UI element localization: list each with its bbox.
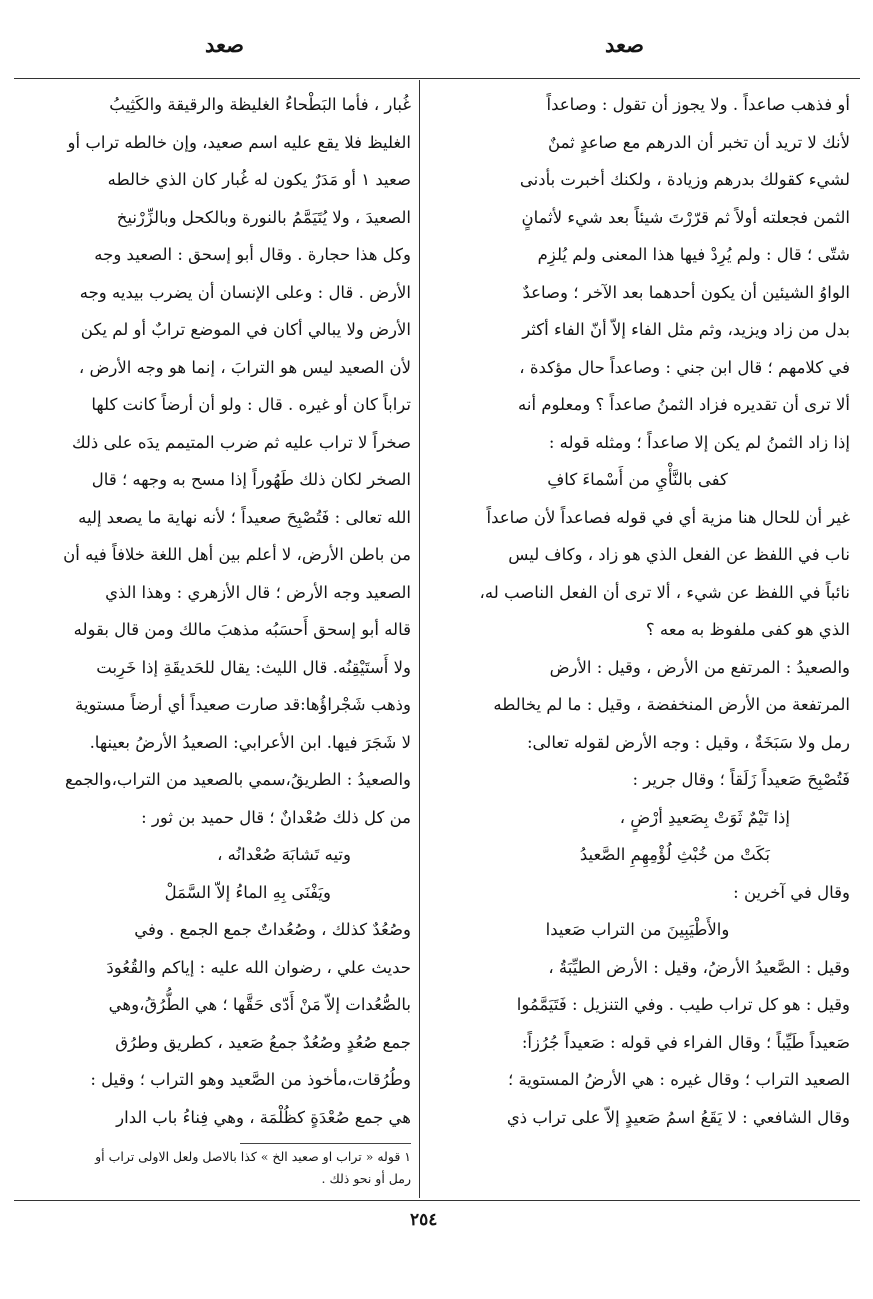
text-line: لأنك لا تريد أن تخبر أن الدرهم مع صاعدٍ ثمنٌ [548, 132, 850, 152]
text-line: بالصُّعُدات إلاّ مَنْ أَدّى حَقَّها ؛ هي الطُّرُقُ،وهي [108, 995, 411, 1014]
verse-line: وتيه تَشابَهَ صُعْدانُه ، [217, 845, 351, 864]
footnote [16, 1146, 411, 1190]
text-line: الغليظ فلا يقع عليه اسم صعيد، وإن خالطه تراب أو [67, 132, 411, 152]
text-line: تراباً كان أو غيره . قال : ولو أن أرضاً كانت كلها [91, 395, 411, 414]
text-line: لا شَجَرَ فيها. ابن الأعرابي: الصعيدُ الأرضُ بعينها. [89, 732, 411, 752]
text-line: رمل ولا سَبَخَةٌ ، وقيل : وجه الأرض لقوله تعالى: [526, 732, 850, 752]
text-line: هي جمع صُعْدَةٍ كظُلْمَة ، وهي فِناءُ باب الدار [116, 1107, 411, 1127]
text-line: شتّى ؛ قال : ولم يُرِدْ فيها هذا المعنى ولم يُلزِم [537, 245, 850, 264]
page-number: ٢٥٤ [410, 1210, 438, 1230]
text-line: أو فذهب صاعداً . ولا يجوز أن تقول : وصاعداً [546, 95, 850, 114]
text-line: من باطن الأرض، لا أعلم بين أهل اللغة خلافاً فيه أن [63, 545, 411, 564]
verse-line: بَكَتْ من خُبْثِ لُؤْمِهِمِ الصَّعيدُ [579, 845, 770, 864]
text-line: وقال الشافعي : لا يَقَعُ اسمُ صَعيدٍ إلاّ على تراب ذي [506, 1107, 850, 1127]
verse-line: إذا تَيْمٌ ثَوَتْ بِصَعيدِ أرْضٍ ، [619, 807, 790, 827]
text-line: لشيء كقولك بدرهم وزيادة ، ولكنك أخبرت بأدنى [519, 170, 850, 189]
header-word-left: صعد [205, 32, 244, 57]
text-line: ألا ترى أن تقديره فزاد الثمنُ صاعداً ؟ ومعلوم أنه [518, 395, 850, 414]
text-line: وقال في آخرين : [733, 882, 850, 902]
verse-line: كفى بالنَّأْيِ من أَسْماءَ كافِ [547, 470, 728, 489]
text-line: بدل من زاد ويزيد، وثم مثل الفاء إلاّ أنّ الفاء أكثر [522, 320, 850, 339]
text-line: الأرض . قال : وعلى الإنسان أن يضرب بيديه وجه [79, 282, 411, 302]
top-rule [14, 78, 860, 79]
text-line: وذهب شَجْراؤُها:قد صارت صعيداً أي أرضاً مستوية [75, 695, 411, 714]
text-line: الثمن فجعلته أولاً ثم قرّرْتَ شيئاً بعد شيء لأثمانٍ [521, 207, 850, 227]
verse-line: ويَفْنَى بِهِ الماءُ إلاّ السَّمَلْ [164, 882, 331, 902]
text-line: الصخر لكان ذلك طَهُوراً إذا مسح به وجهه ؛ قال [91, 470, 411, 489]
text-line: من كل ذلك صُعْدانٌ ؛ قال حميد بن ثور : [141, 807, 411, 827]
header-word-right: صعد [605, 32, 644, 57]
footnote-rule [240, 1143, 411, 1144]
text-line: إذا زاد الثمنُ لم يكن إلا صاعداً ؛ ومثله قوله : [548, 432, 850, 452]
text-line: في كلامهم ؛ قال ابن جني : وصاعداً حال مؤكدة ، [519, 357, 850, 377]
text-line: الذي هو كفى ملفوظ به معه ؟ [645, 620, 850, 639]
text-line: وطُرُقات،مأخوذ من الصَّعيد وهو التراب ؛ وقيل : [90, 1070, 411, 1089]
text-line: فَتُصْبِحَ صَعيداً زَلَقاً ؛ وقال جرير : [632, 770, 850, 789]
text-line: صعيد ١ أو مَدَرٌ يكون له غُبار كان الذي خالطه [107, 170, 411, 189]
text-line: غُبار ، فأما البَطْحاءُ الغليظة والرقيقة والكَثِيبُ [109, 95, 411, 114]
left-column [16, 86, 411, 1136]
text-line: والصعيدُ : الطريقُ،سمي بالصعيد من التراب،والجمع [65, 770, 411, 789]
column-divider [419, 80, 420, 1198]
footnote-line: رمل أو نحو ذلك . [321, 1171, 411, 1186]
right-column [425, 86, 850, 1136]
text-line: ولا أَستَيْقِنُه. قال الليث: يقال للحَديقَةِ إذا خَرِبت [96, 657, 411, 677]
text-line: لأن الصعيد ليس هو الترابَ ، إنما هو وجه الأرض ، [78, 357, 411, 377]
footnote-line: ١ قوله « تراب او صعيد الخ » كذا بالاصل ولعل الاولى تراب أو [95, 1149, 411, 1164]
text-line: المرتفعة من الأرض المنخفضة ، وقيل : ما لم يخالطه [493, 695, 850, 714]
text-line: حديث علي ، رضوان الله عليه : إياكم والقُعُودَ [106, 957, 411, 977]
text-line: وصُعُدٌ كذلك ، وصُعُداتٌ جمع الجمع . وفي [134, 920, 411, 939]
text-line: صخراً لا تراب عليه ثم ضرب المتيمم يدَه على ذلك [72, 432, 411, 452]
text-line: قاله أبو إسحق أَحسَبُه مذهبَ مالك ومن قال بقوله [73, 620, 411, 639]
text-line: وكل هذا حجارة . وقال أبو إسحق : الصعيد وجه [94, 245, 411, 264]
text-line: الصعيد وجه الأرض ؛ قال الأزهري : وهذا الذي [105, 582, 411, 602]
text-line: الأرض ولا يبالي أكان في الموضع ترابٌ أو لم يكن [80, 320, 411, 339]
bottom-rule [14, 1200, 860, 1201]
text-line: صَعيداً طَيِّباً ؛ وقال الفراء في قوله : صَعيداً جُرُزاً: [521, 1032, 850, 1052]
text-line: جمع صُعُدٍ وصُعُدٌ جمعُ صَعيد ، كطريق وطرُق [115, 1032, 411, 1052]
text-line: غير أن للحال هنا مزية أي في قوله فصاعداً لأن صاعداً [486, 507, 850, 527]
text-line: وقيل : هو كل تراب طيب . وفي التنزيل : فَتَيَمَّمُوا [516, 995, 850, 1014]
text-line: ناب في اللفظ عن الفعل الذي هو زاد ، وكاف ليس [508, 545, 850, 564]
verse-line: والأَطْيَبِينَ من التراب صَعيدا [545, 920, 730, 939]
text-line: نائباً في اللفظ عن شيء ، ألا ترى أن الفعل الناصب له، [479, 582, 850, 602]
text-line: الصعيد التراب ؛ وقال غيره : هي الأرضُ المستوية ؛ [508, 1070, 850, 1089]
text-line: الواوُ الشيئين أن يكون أحدهما بعد الآخر ؛ وصاعدٌ [522, 282, 850, 302]
text-line: الصعيدَ ، ولا يُتَيَمَّمُ بالنورة وبالكحل وبالزِّرْنيخ [116, 207, 411, 227]
text-line: الله تعالى : فَتُصْبِحَ صعيداً ؛ لأنه نهاية ما يصعد إليه [78, 507, 411, 527]
text-line: والصعيدُ : المرتفع من الأرض ، وقيل : الأرض [549, 657, 850, 677]
text-line: وقيل : الصَّعيدُ الأرضُ، وقيل : الأرض الطيِّبَةُ ، [548, 957, 850, 977]
